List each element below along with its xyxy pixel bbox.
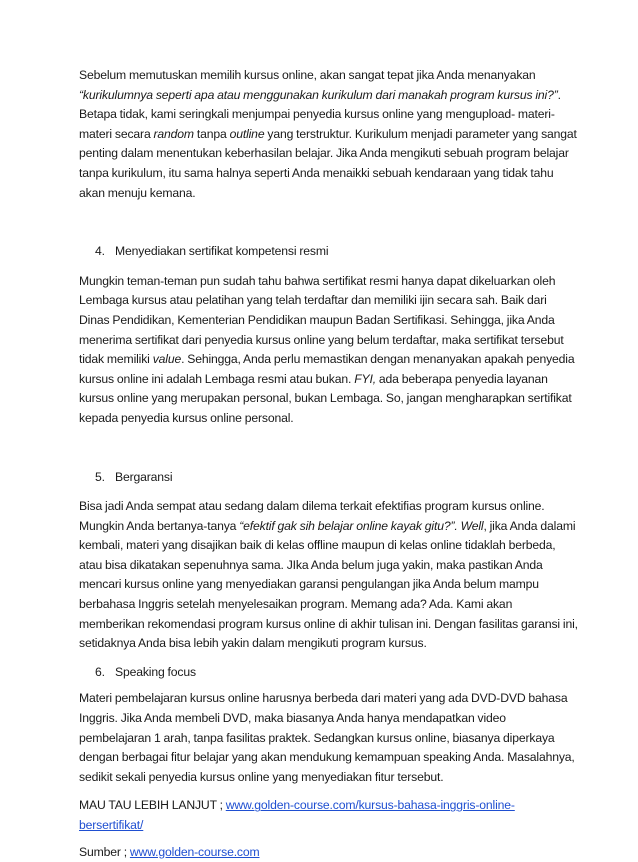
more-info-line (79, 796, 579, 835)
heading-text: Menyediakan sertifikat kompetensi resmi (115, 244, 329, 259)
text-span: Mungkin teman-teman pun sudah tahu bahwa sertifikat resmi hanya dapat dikeluarkan oleh Lembaga kursus atau pelatihan yang telah terdaftar dan memiliki ijin secara sah. Baik dari Dinas Pendidikan, Kementerian Pendidikan maupun Badan Sertifikasi. Sehingga, jika Anda menerima sertifikat dari penyedia kursus online yang belum terdaftar, maka sertifikat tersebut tidak memiliki (79, 273, 564, 367)
heading-certificate (95, 242, 579, 262)
paragraph-certificate (79, 272, 579, 429)
source-line (79, 843, 579, 862)
italic-word: FYI, (354, 371, 376, 386)
list-number: 5. (95, 469, 105, 484)
italic-word: outline (229, 126, 265, 141)
italic-quote: “efektif gak sih belajar online kayak gitu?”. (239, 518, 458, 533)
more-info-label: MAU TAU LEBIH LANJUT ; (79, 798, 226, 813)
italic-word: value (152, 352, 182, 367)
source-label: Sumber ; (79, 844, 130, 859)
more-info-link[interactable]: www.golden-course.com/kursus-bahasa-inggris-online-bersertifikat/ (79, 798, 515, 832)
list-number: 6. (95, 664, 105, 679)
italic-word: random (153, 126, 194, 141)
text-span: Bisa jadi Anda sempat atau sedang dalam dilema terkait efektifias program kursus online. Mungkin Anda bertanya-tanya (79, 499, 545, 533)
source-link[interactable]: www.golden-course.com (129, 844, 260, 859)
paragraph-curriculum (79, 66, 579, 203)
document-page (79, 66, 579, 862)
text-span: yang terstruktur. Kurikulum menjadi parameter yang sangat penting dalam menentukan keberhasilan belajar. Jika Anda mengikuti sebuah program belajar tanpa kurikulum, itu sama halnya seperti Anda menaikki sebuah kendaraan yang tidak tahu akan menuju kemana. (79, 126, 577, 200)
text-span: tanpa (193, 126, 230, 141)
heading-speaking (95, 663, 579, 683)
text-span: ada beberapa penyedia layanan kursus online yang merupakan personal, bukan Lembaga. So, jangan mengharapkan sertifikat kepada penyedia kursus online personal. (79, 371, 572, 425)
italic-word: Well (460, 518, 484, 533)
paragraph-guarantee (79, 497, 579, 654)
text-span: . Sehingga, Anda perlu memastikan dengan menanyakan apakah penyedia kursus online ini adalah Lembaga resmi atau bukan. (79, 352, 575, 386)
paragraph-speaking (79, 689, 579, 787)
text-span: . Betapa tidak, kami seringkali menjumpai penyedia kursus online yang mengupload- materi-materi secara (79, 87, 561, 141)
heading-guarantee (95, 468, 579, 488)
heading-text: Speaking focus (115, 664, 196, 679)
text-span: Sebelum memutuskan memilih kursus online, akan sangat tepat jika Anda menanyakan (79, 68, 536, 82)
heading-text: Bergaransi (115, 469, 173, 484)
text-span: Materi pembelajaran kursus online harusnya berbeda dari materi yang ada DVD-DVD bahasa Inggris. Jika Anda membeli DVD, maka biasanya Anda hanya mendapatkan video pembelajaran 1 arah, tanpa fasilitas praktek. Sedangkan kursus online, biasanya diperkaya dengan berbagai fitur belajar yang akan mendukung kemampuan speaking Anda. Masalahnya, sedikit sekali penyedia kursus online yang menyediakan fitur tersebut. (79, 691, 575, 784)
italic-quote: “kurikulumnya seperti apa atau menggunakan kurikulum dari manakah program kursus ini?” (79, 87, 558, 102)
text-span: , jika Anda dalami kembali, materi yang disajikan baik di kelas offline maupun di kelas online tidaklah berbeda, atau bisa dikatakan sepenuhnya sama. JIka Anda belum juga yakin, maka pastikan Anda mencari kursus online yang menyediakan garansi pengulangan jika Anda belum mampu berbahasa Inggris setelah menyelesaikan program. Memang ada? Ada. Kami akan memberikan rekomendasi program kursus online di akhir tulisan ini. Dengan fasilitas garansi ini, setidaknya Anda bisa lebih yakin dalam mengikuti program kursus. (79, 518, 578, 651)
list-number: 4. (95, 244, 105, 259)
